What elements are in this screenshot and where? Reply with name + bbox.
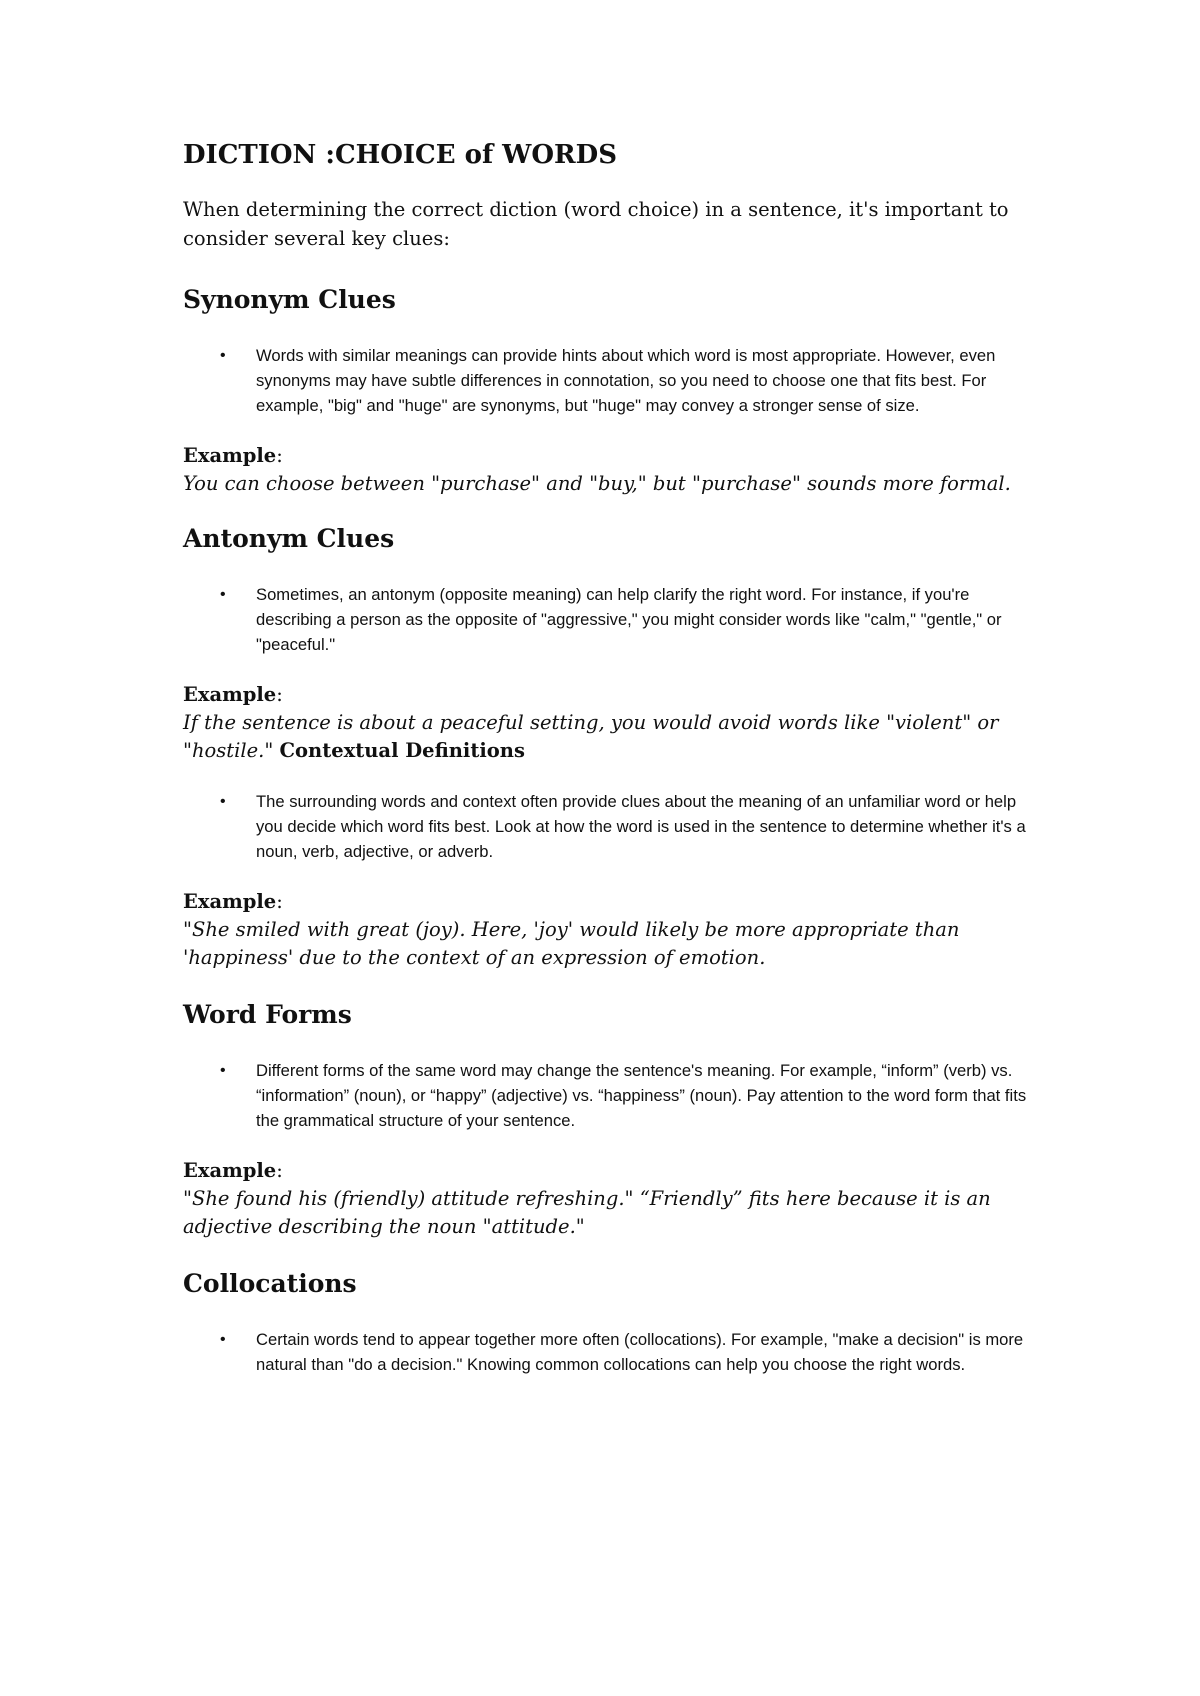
bullet-icon: • [220,793,226,811]
intro-paragraph: When determining the correct diction (word choice) in a sentence, it's important to consider several key clues: [183,198,1009,251]
section-word-forms [183,1000,1043,1241]
example-text: "She found his (friendly) attitude refreshing." “Friendly” fits here because it is an adjective describing the noun "attitude." [183,1187,991,1239]
document-title: DICTION :CHOICE of WORDS [183,140,617,170]
bullet-icon: • [220,1062,226,1080]
list-item [183,582,1043,657]
example-text: You can choose between "purchase" and "buy," but "purchase" sounds more formal. [183,472,1011,496]
section-collocations [183,1269,1043,1377]
bullet-list [183,582,1043,657]
example-text: "She smiled with great (joy). Here, 'joy' would likely be more appropriate than 'happiness' due to the context of an expression of emotion. [183,918,960,970]
list-item [183,1327,1043,1377]
bullet-icon: • [220,347,226,365]
section-heading: Collocations [183,1269,357,1299]
section-heading: Synonym Clues [183,285,396,315]
list-item [183,343,1043,418]
example-label: Example: [183,1159,283,1183]
inline-section-heading: Contextual Definitions [279,739,525,763]
section-contextual-definitions [183,789,1043,972]
bullet-list [183,1058,1043,1133]
example-label: Example: [183,683,283,707]
document-page [183,140,1043,1401]
bullet-text: Different forms of the same word may change the sentence's meaning. For example, “inform” (verb) vs. “information” (noun), or “happy” (adjective) vs. “happiness” (noun). Pay attention to the word form that fits the grammatical structure of your sentence. [256,1061,1027,1131]
list-item [183,1058,1043,1133]
bullet-icon: • [220,586,226,604]
bullet-list [183,343,1043,418]
bullet-list [183,1327,1043,1377]
bullet-list [183,789,1043,864]
example-text: If the sentence is about a peaceful setting, you would avoid words like "violent" or "hostile." Contextual Definitions [183,711,999,763]
list-item [183,789,1043,864]
bullet-text: Certain words tend to appear together more often (collocations). For example, "make a decision" is more natural than "do a decision." Knowing common collocations can help you choose the right words. [256,1330,1024,1375]
section-synonym-clues [183,285,1043,498]
bullet-text: Sometimes, an antonym (opposite meaning) can help clarify the right word. For instance, if you're describing a person as the opposite of "aggressive," you might consider words like "calm," "gentle," or "peaceful." [256,585,1002,655]
example-label: Example: [183,890,283,914]
bullet-icon: • [220,1331,226,1349]
bullet-text: The surrounding words and context often provide clues about the meaning of an unfamiliar word or help you decide which word fits best. Look at how the word is used in the sentence to determine whether it's a noun, verb, adjective, or adverb. [256,792,1026,862]
section-heading: Antonym Clues [183,524,395,554]
section-heading: Word Forms [183,1000,352,1030]
section-antonym-clues [183,524,1043,765]
bullet-text: Words with similar meanings can provide hints about which word is most appropriate. However, even synonyms may have subtle differences in connotation, so you need to choose one that fits best. For example, "big" and "huge" are synonyms, but "huge" may convey a stronger sense of size. [256,346,996,416]
example-label: Example: [183,444,283,468]
